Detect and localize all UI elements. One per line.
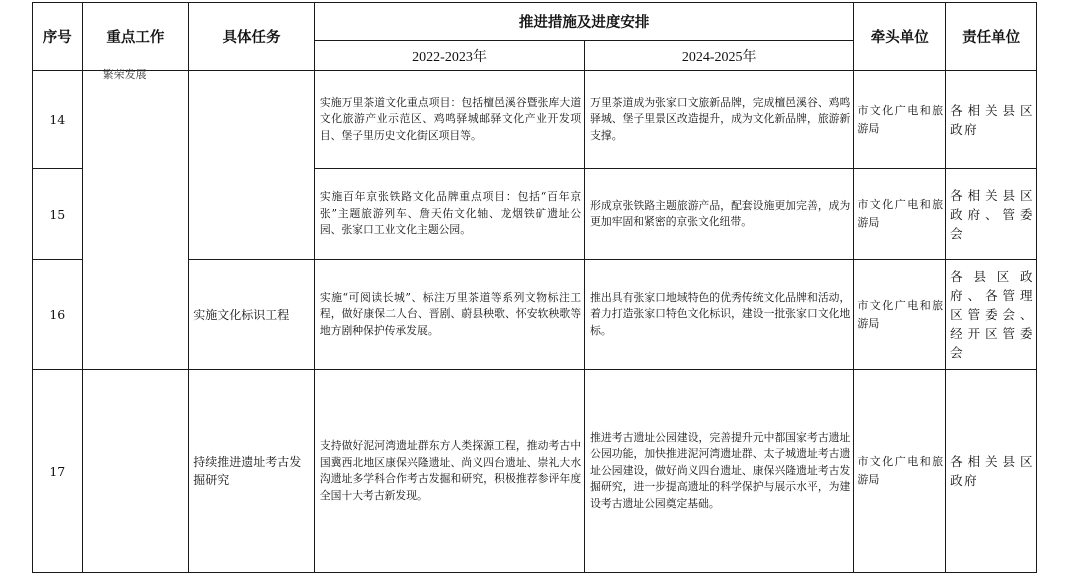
header-measures: 推进措施及进度安排 <box>314 3 853 41</box>
header-year-2024: 2024-2025年 <box>585 41 854 71</box>
table-row <box>33 71 1037 169</box>
plan-2022-2023: 实施百年京张铁路文化品牌重点项目：包括“百年京张”主题旅游列车、詹天佑文化轴、龙烟铁矿遗址公园、张家口工业文化主题公园。 <box>314 169 584 260</box>
lead-unit: 市文化广电和旅游局 <box>854 370 946 573</box>
plan-2024-2025: 推进考古遗址公园建设，完善提升元中都国家考古遗址公园功能，加快推进泥河湾遗址群、太子城遗址考古遗址公园建设，做好尚义四台遗址、康保兴隆遗址考古发掘研究，进一步提高遗址的科学保护与展示水平，为建设考古遗址公园奠定基础。 <box>585 370 854 573</box>
header-year-2022: 2022-2023年 <box>314 41 584 71</box>
lead-unit: 市文化广电和旅游局 <box>854 260 946 370</box>
task-cell: 持续推进遗址考古发掘研究 <box>189 370 315 573</box>
plan-2024-2025: 形成京张铁路主题旅游产品，配套设施更加完善，成为更加牢固和紧密的京张文化纽带。 <box>585 169 854 260</box>
row-number: 14 <box>33 71 83 169</box>
lead-unit: 市文化广电和旅游局 <box>854 169 946 260</box>
task-cell: 实施文化标识工程 <box>189 260 315 370</box>
plan-2024-2025: 万里茶道成为张家口文旅新品牌，完成檀邑溪谷、鸡鸣驿城、堡子里景区改造提升，成为文化新品牌，旅游新支撑。 <box>585 71 854 169</box>
key-work-cell <box>82 68 189 370</box>
task-cell <box>189 71 315 260</box>
responsible-unit: 各相关县区政府 <box>946 71 1037 169</box>
responsible-unit: 各相关县区政府 <box>946 370 1037 573</box>
key-work-cell <box>82 370 189 573</box>
responsible-unit: 各县区政府、各管理区管委会、经开区管委会 <box>946 260 1037 370</box>
task-table <box>32 2 1037 573</box>
responsible-unit: 各相关县区政府、管委会 <box>946 169 1037 260</box>
header-seq: 序号 <box>33 3 83 71</box>
header-resp: 责任单位 <box>946 3 1037 71</box>
row-number: 15 <box>33 169 83 260</box>
plan-2022-2023: 支持做好泥河湾遗址群东方人类探源工程，推动考古中国冀西北地区康保兴隆遗址、尚义四台遗址、崇礼大水沟遗址多学科合作考古发掘和研究，积极推荐参评年度全国十大考古新发现。 <box>314 370 584 573</box>
row-number: 17 <box>33 370 83 573</box>
lead-unit: 市文化广电和旅游局 <box>854 71 946 169</box>
plan-2022-2023: 实施万里茶道文化重点项目：包括檀邑溪谷暨张库大道文化旅游产业示范区、鸡鸣驿城邮驿文化产业开发项目、堡子里历史文化街区项目等。 <box>314 71 584 169</box>
header-key-work: 重点工作 <box>82 3 189 71</box>
header-lead: 牵头单位 <box>854 3 946 71</box>
header-task: 具体任务 <box>189 3 315 71</box>
row-number: 16 <box>33 260 83 370</box>
table-row <box>33 370 1037 573</box>
plan-2024-2025: 推出具有张家口地域特色的优秀传统文化品牌和活动，着力打造张家口特色文化标识，建设一批张家口文化地标。 <box>585 260 854 370</box>
plan-2022-2023: 实施“可阅读长城”、标注万里茶道等系列文物标注工程，做好康保二人台、晋剧、蔚县秧歌、怀安软秧歌等地方剧种保护传承发展。 <box>314 260 584 370</box>
header-row-1 <box>33 3 1037 41</box>
key-work-text: 繁荣发展 <box>102 68 147 81</box>
